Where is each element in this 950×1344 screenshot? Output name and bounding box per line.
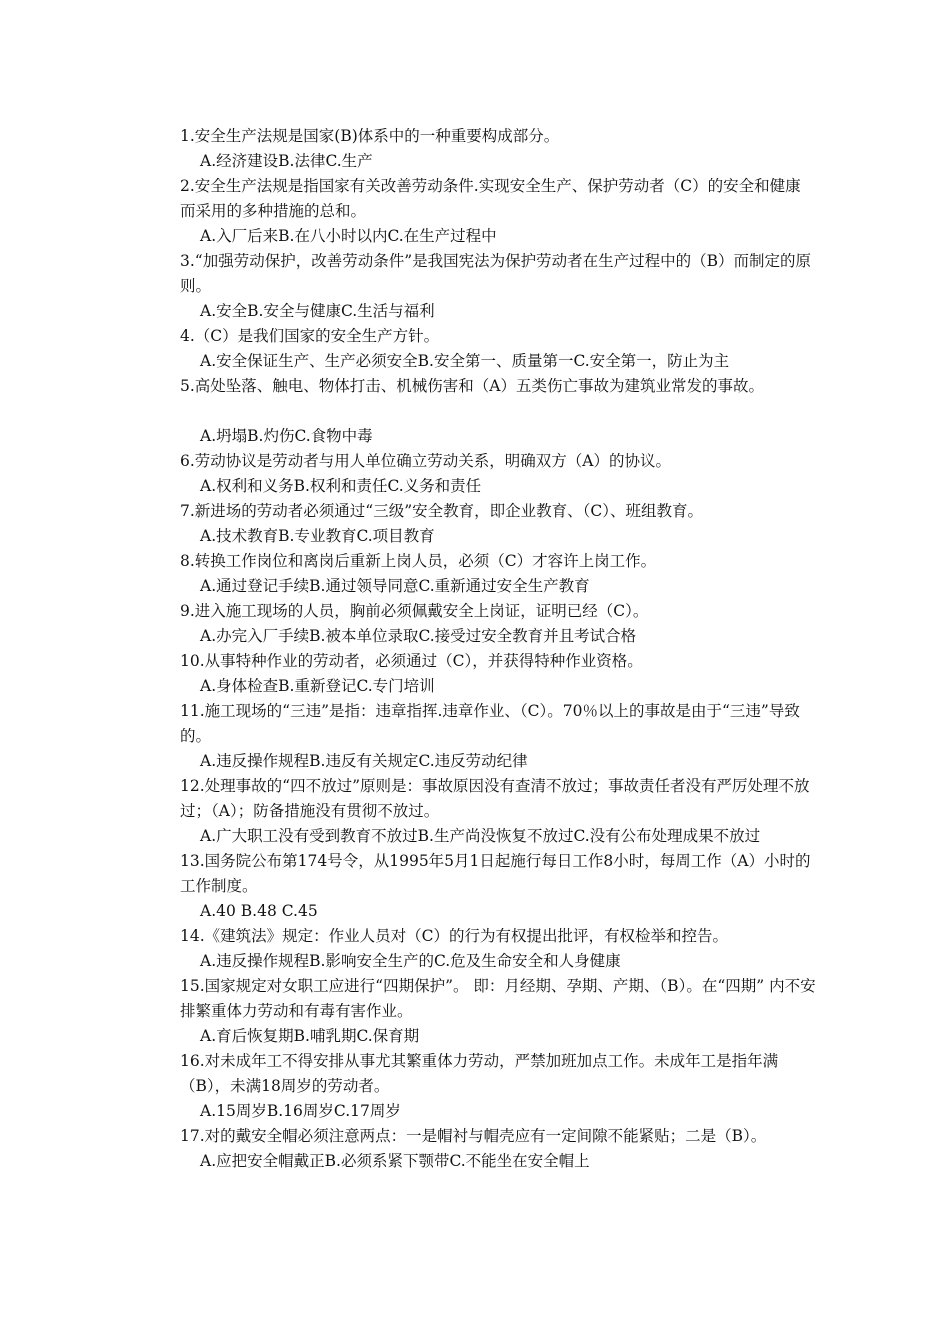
question-5-options: A.坍塌B.灼伤C.食物中毒 <box>200 427 373 445</box>
blank-line <box>176 399 816 424</box>
question-14: 14.《建筑法》规定：作业人员对（C）的行为有权提出批评，有权检举和控告。 <box>180 927 729 945</box>
question-7: 7.新进场的劳动者必须通过“三级”安全教育，即企业教育、（C）、班组教育。 <box>180 502 703 520</box>
question-14-options: A.违反操作规程B.影响安全生产的C.危及生命安全和人身健康 <box>200 952 621 970</box>
question-15: 15.国家规定对女职工应进行“四期保护”。 即：月经期、孕期、产期、（B）。在“四期” 内不安排繁重体力劳动和有毒有害作业。 <box>180 977 816 1020</box>
question-16: 16.对未成年工不得安排从事尤其繁重体力劳动，严禁加班加点工作。未成年工是指年满（B），未满18周岁的劳动者。 <box>180 1052 779 1095</box>
question-6-options: A.权利和义务B.权利和责任C.义务和责任 <box>200 477 482 495</box>
question-13: 13.国务院公布第174号令，从1995年5月1日起施行每日工作8小时，每周工作（A）小时的工作制度。 <box>180 852 811 895</box>
question-7-options: A.技术教育B.专业教育C.项目教育 <box>200 527 435 545</box>
question-11: 11.施工现场的“三违”是指：违章指挥.违章作业、（C）。70％以上的事故是由于“三违”导致的。 <box>180 702 800 745</box>
question-17: 17.对的戴安全帽必须注意两点：一是帽衬与帽壳应有一定间隙不能紧贴；二是（B）。 <box>180 1127 767 1145</box>
question-11-options: A.违反操作规程B.违反有关规定C.违反劳动纪律 <box>200 752 528 770</box>
question-1: 1.安全生产法规是国家(B)体系中的一种重要构成部分。 <box>180 127 560 145</box>
question-4: 4.（C）是我们国家的安全生产方针。 <box>180 327 440 345</box>
question-6: 6.劳动协议是劳动者与用人单位确立劳动关系，明确双方（A）的协议。 <box>180 452 671 470</box>
question-3: 3.“加强劳动保护，改善劳动条件”是我国宪法为保护劳动者在生产过程中的（B）而制定的原则。 <box>180 252 812 295</box>
question-12: 12.处理事故的“四不放过”原则是：事故原因没有查清不放过；事故责任者没有严厉处理不放过；（A）；防备措施没有贯彻不放过。 <box>180 777 810 820</box>
question-8: 8.转换工作岗位和离岗后重新上岗人员，必须（C）才容许上岗工作。 <box>180 552 657 570</box>
question-15-options: A.育后恢复期B.哺乳期C.保育期 <box>200 1027 420 1045</box>
question-17-options: A.应把安全帽戴正B.必须系紧下颚带C.不能坐在安全帽上 <box>200 1152 590 1170</box>
question-8-options: A.通过登记手续B.通过领导同意C.重新通过安全生产教育 <box>200 577 590 595</box>
question-16-options: A.15周岁B.16周岁C.17周岁 <box>200 1102 401 1120</box>
question-1-options: A.经济建设B.法律C.生产 <box>200 152 373 170</box>
question-2: 2.安全生产法规是指国家有关改善劳动条件.实现安全生产、保护劳动者（C）的安全和健康而采用的多种措施的总和。 <box>180 177 801 220</box>
question-3-options: A.安全B.安全与健康C.生活与福利 <box>200 302 435 320</box>
question-9: 9.进入施工现场的人员，胸前必须佩戴安全上岗证，证明已经（C）。 <box>180 602 649 620</box>
question-12-options: A.广大职工没有受到教育不放过B.生产尚没恢复不放过C.没有公布处理成果不放过 <box>200 827 761 845</box>
question-5: 5.高处坠落、触电、物体打击、机械伤害和（A）五类伤亡事故为建筑业常发的事故。 <box>180 377 764 395</box>
question-13-options: A.40 B.48 C.45 <box>200 902 318 920</box>
question-10: 10.从事特种作业的劳动者，必须通过（C），并获得特种作业资格。 <box>180 652 643 670</box>
question-10-options: A.身体检查B.重新登记C.专门培训 <box>200 677 435 695</box>
question-2-options: A.入厂后来B.在八小时以内C.在生产过程中 <box>200 227 497 245</box>
question-4-options: A.安全保证生产、生产必须安全B.安全第一、质量第一C.安全第一，防止为主 <box>200 352 730 370</box>
question-9-options: A.办完入厂手续B.被本单位录取C.接受过安全教育并且考试合格 <box>200 627 637 645</box>
question-list <box>176 124 816 1174</box>
